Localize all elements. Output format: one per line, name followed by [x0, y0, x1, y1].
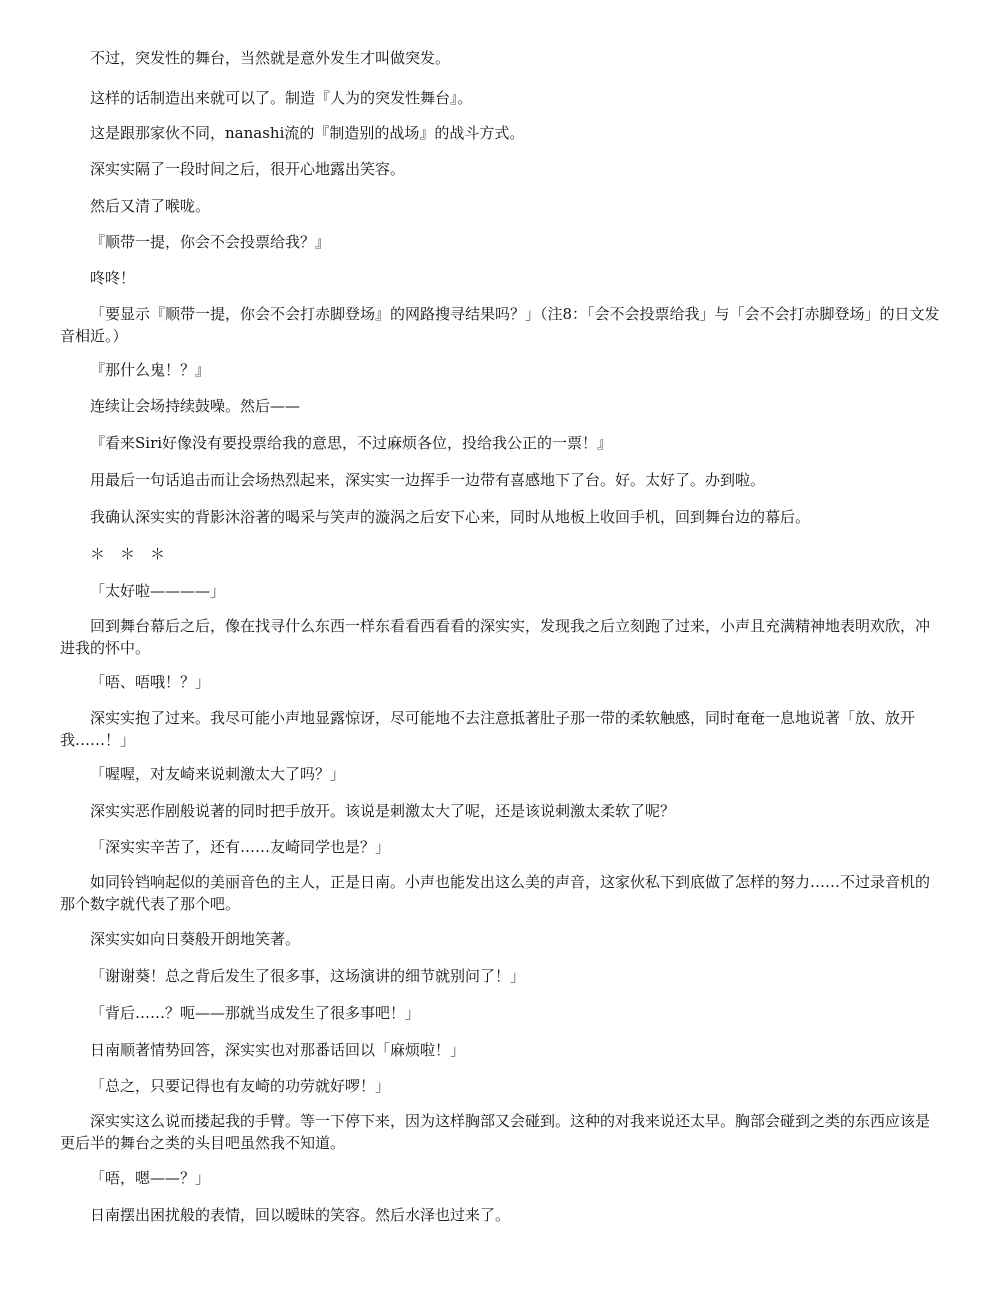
paragraph: 深实实如向日葵般开朗地笑著。	[90, 930, 301, 948]
paragraph: 「喔喔，对友崎来说刺激太大了吗？」	[90, 765, 346, 783]
paragraph: 「要显示『顺带一提，你会不会打赤脚登场』的网路搜寻结果吗？」（注8：「会不会投票给我」与「会不会打赤脚登场」的日文发音相近。）	[60, 305, 940, 345]
paragraph: 「唔，嗯——？」	[90, 1169, 211, 1187]
paragraph: 日南摆出困扰般的表情，回以暧昧的笑容。然后水泽也过来了。	[90, 1206, 511, 1224]
paragraph: 「深实实辛苦了，还有……友崎同学也是？」	[90, 838, 391, 856]
paragraph: 「背后……？呃——那就当成发生了很多事吧！」	[90, 1004, 421, 1022]
paragraph: 「谢谢葵！总之背后发生了很多事，这场演讲的细节就别问了！」	[90, 967, 526, 985]
paragraph: 连续让会场持续鼓噪。然后——	[90, 397, 301, 415]
paragraph: 『顺带一提，你会不会投票给我？』	[90, 233, 331, 251]
paragraph: 然后又清了喉咙。	[90, 197, 211, 215]
paragraph: 日南顺著情势回答，深实实也对那番话回以「麻烦啦！」	[90, 1041, 466, 1059]
paragraph: 「唔、唔哦！？」	[90, 673, 211, 691]
paragraph: 不过，突发性的舞台，当然就是意外发生才叫做突发。	[90, 49, 451, 67]
paragraph: 这是跟那家伙不同，nanashi流的『制造别的战场』的战斗方式。	[90, 124, 525, 142]
paragraph: 深实实抱了过来。我尽可能小声地显露惊讶，尽可能地不去注意抵著肚子那一带的柔软触感，同时奄奄一息地说著「放、放开我……！」	[60, 709, 916, 749]
paragraph: 「太好啦————」	[90, 582, 226, 600]
paragraph: 深实实这么说而搂起我的手臂。等一下停下来，因为这样胸部又会碰到。这种的对我来说还太早。胸部会碰到之类的东西应该是更后半的舞台之类的头目吧虽然我不知道。	[60, 1112, 931, 1152]
paragraph: 『看来Siri好像没有要投票给我的意思，不过麻烦各位，投给我公正的一票！』	[90, 434, 613, 452]
paragraph: 『那什么鬼！？』	[90, 361, 211, 379]
paragraph: 这样的话制造出来就可以了。制造『人为的突发性舞台』。	[90, 89, 473, 107]
paragraph: 「总之，只要记得也有友崎的功劳就好啰！」	[90, 1077, 391, 1095]
paragraph: 深实实恶作剧般说著的同时把手放开。该说是刺激太大了呢，还是该说刺激太柔软了呢？	[90, 802, 676, 820]
paragraph: 咚咚！	[90, 269, 136, 287]
paragraph: 用最后一句话追击而让会场热烈起来，深实实一边挥手一边带有喜感地下了台。好。太好了。办到啦。	[90, 471, 766, 489]
section-break: ＊ ＊ ＊	[90, 545, 166, 563]
paragraph: 我确认深实实的背影沐浴著的喝采与笑声的漩涡之后安下心来，同时从地板上收回手机，回到舞台边的幕后。	[90, 508, 811, 526]
paragraph: 如同铃铛响起似的美丽音色的主人，正是日南。小声也能发出这么美的声音，这家伙私下到底做了怎样的努力……不过录音机的那个数字就代表了那个吧。	[60, 873, 931, 913]
paragraph: 深实实隔了一段时间之后，很开心地露出笑容。	[90, 160, 406, 178]
paragraph: 回到舞台幕后之后，像在找寻什么东西一样东看看西看看的深实实，发现我之后立刻跑了过来，小声且充满精神地表明欢欣，冲进我的怀中。	[60, 617, 931, 657]
